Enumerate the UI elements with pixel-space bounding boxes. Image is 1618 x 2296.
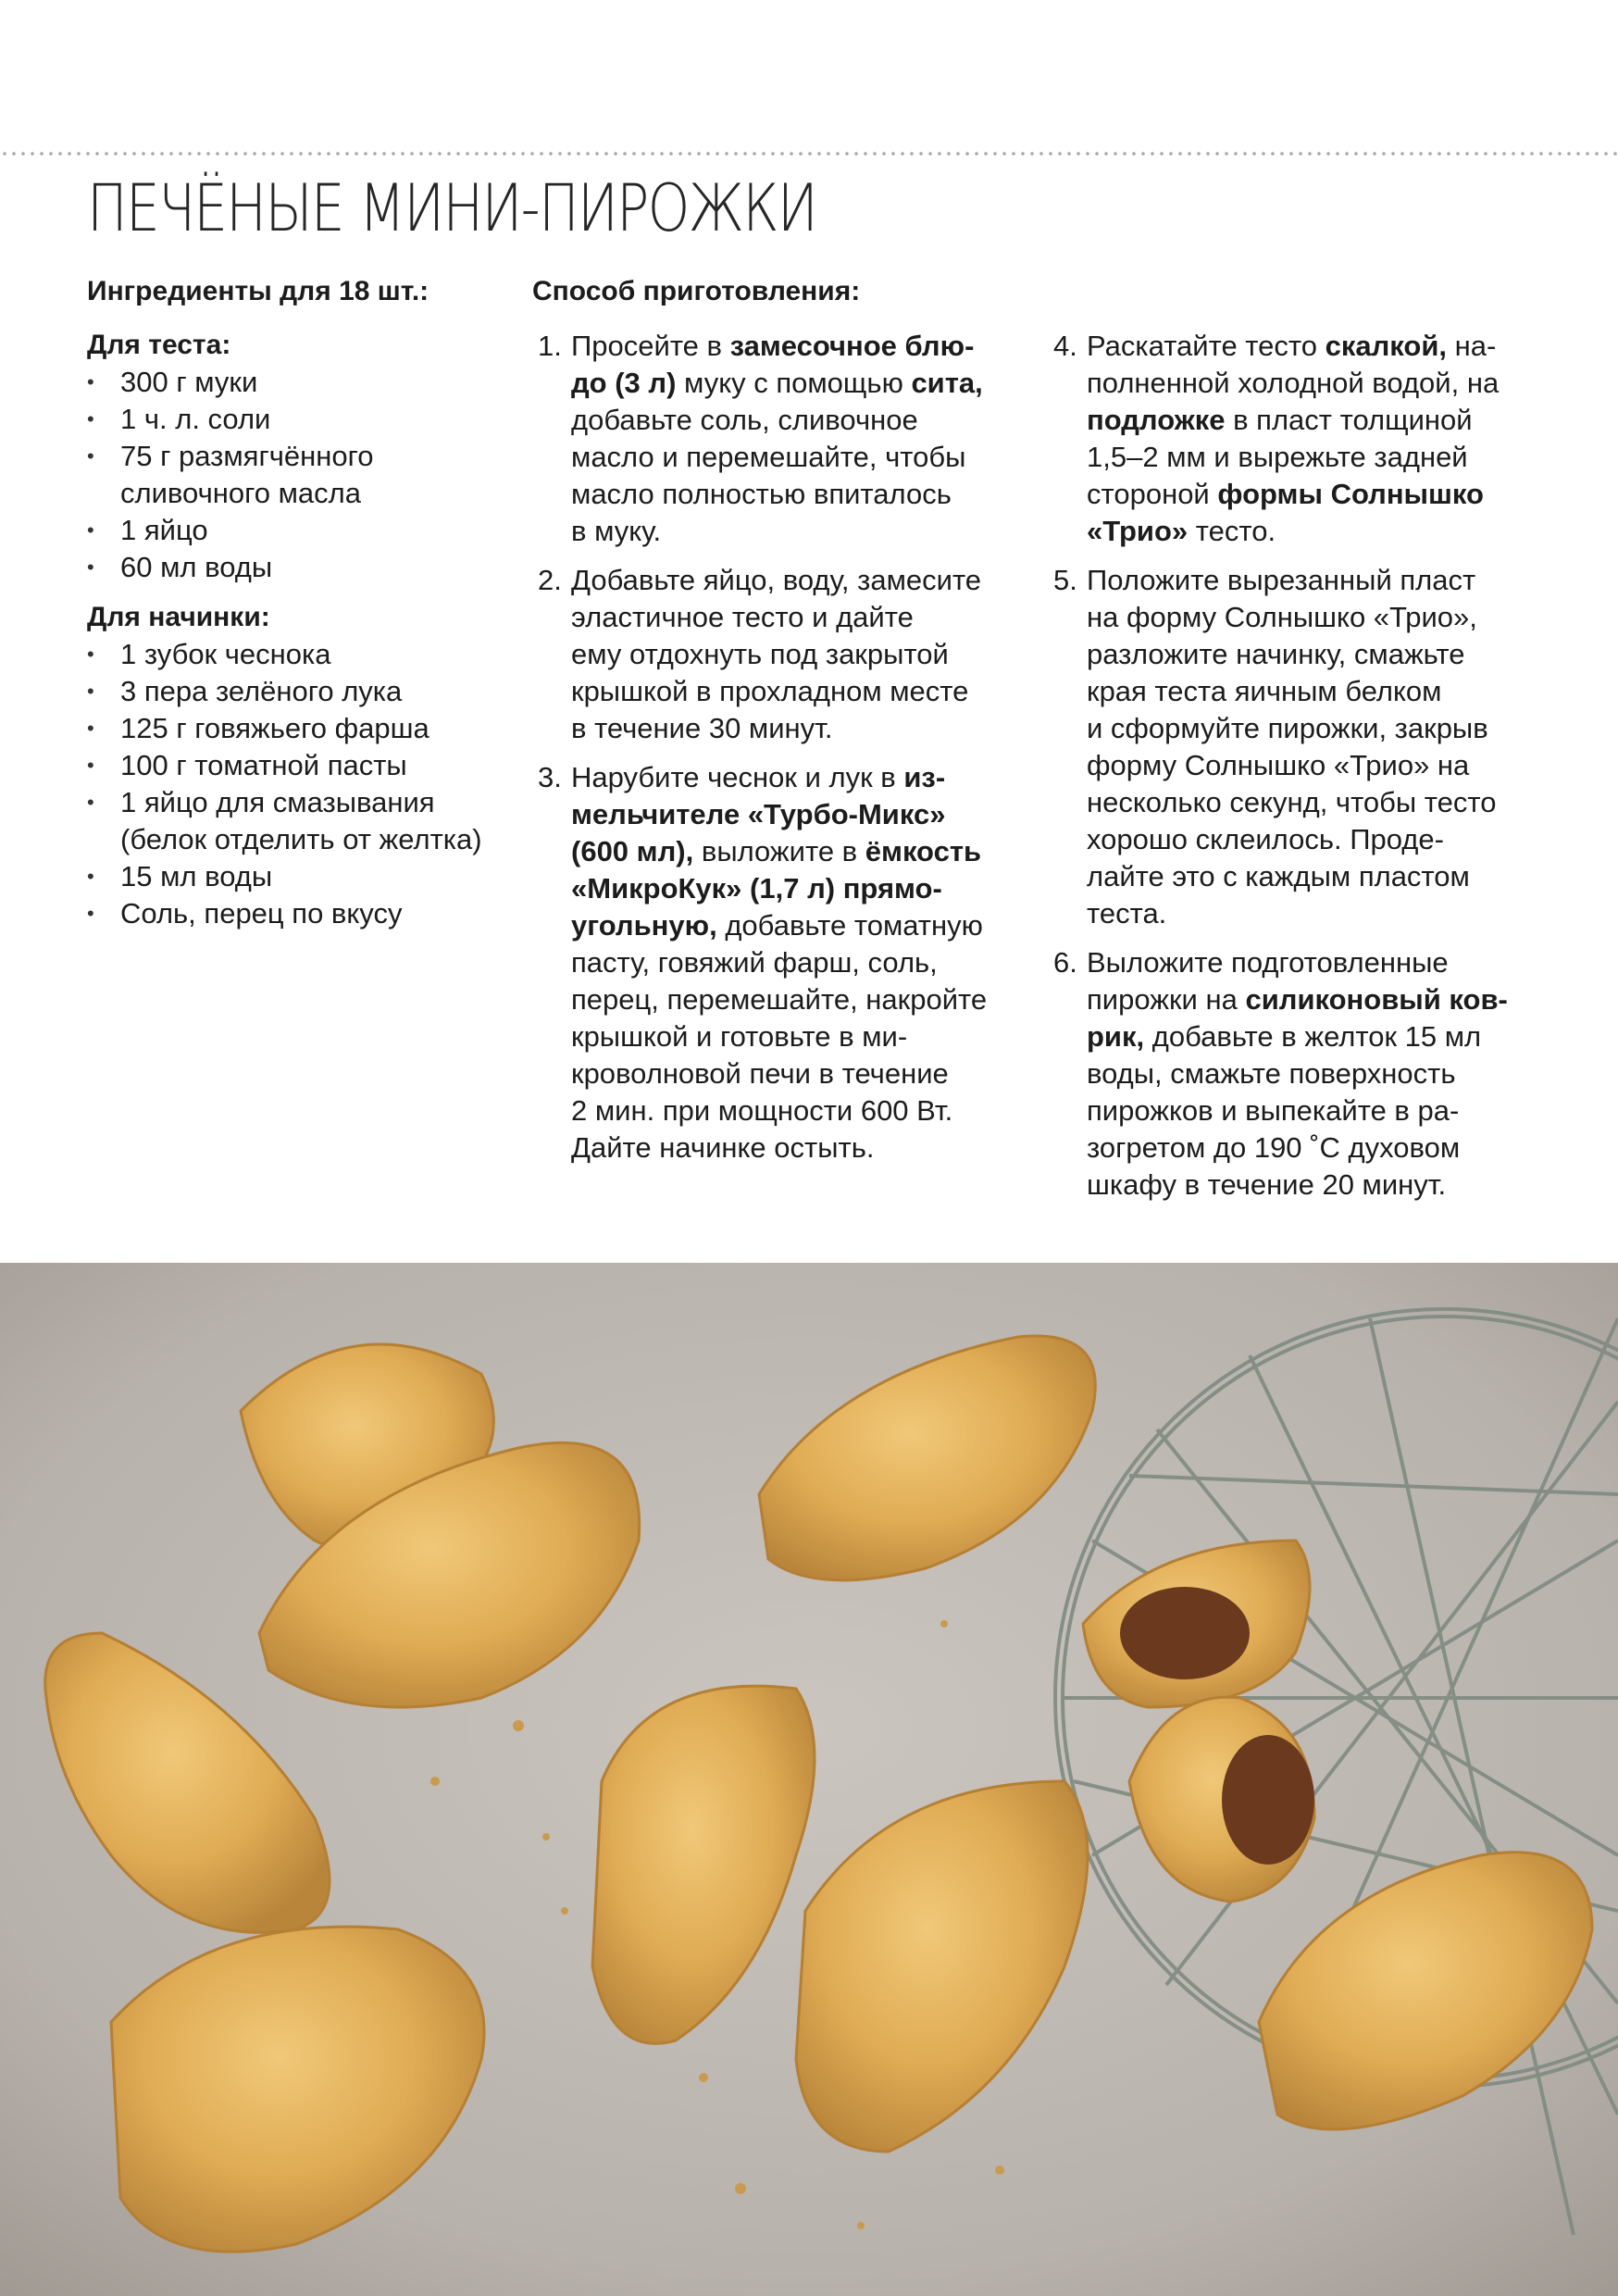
bold-run: «МикроКук» (1,7 л) прямо- (571, 872, 942, 905)
step-line (571, 944, 1032, 981)
list-item: • 1 ч. л. соли (87, 401, 504, 438)
step-line (571, 328, 1032, 365)
text-run: пирожки на (1087, 983, 1246, 1016)
text-run: добавьте в желток 15 мл (1144, 1020, 1482, 1053)
step-number: 2. (538, 564, 562, 596)
text-run: перец, перемешайте, накройте (571, 983, 988, 1016)
text-run: Дайте начинке остыть. (571, 1131, 875, 1164)
method-column-left (532, 273, 1032, 1179)
list-item: • 1 зубок чеснока (87, 636, 504, 673)
step-line (1087, 328, 1543, 365)
bold-run: «Трио» (1087, 515, 1189, 547)
text-run: кроволновой печи в течение (571, 1057, 949, 1090)
text-run: эластичное тесто и дайте (571, 601, 914, 633)
step-text (1087, 328, 1543, 550)
step-line (571, 1129, 1032, 1167)
text-run: крышкой и готовьте в ми- (571, 1020, 908, 1053)
step-text (571, 328, 1032, 550)
step-number: 1. (538, 330, 562, 362)
step-text (1087, 944, 1543, 1204)
step-text (571, 562, 1032, 747)
text-run: стороной (1087, 478, 1218, 510)
list-item: • 75 г размягчённого сливочного масла (87, 438, 504, 512)
text-run: 2 мин. при мощности 600 Вт. (571, 1094, 953, 1127)
text-run: и сформуйте пирожки, закрыв (1087, 712, 1488, 744)
list-item: • 60 мл воды (87, 549, 504, 586)
text-run: теста. (1087, 897, 1167, 930)
step-line (1087, 1092, 1543, 1129)
bold-run: рик, (1087, 1020, 1145, 1053)
list-item: • 100 г томатной пасты (87, 747, 504, 784)
text-run: Нарубите чеснок и лук в (571, 761, 904, 793)
step-line (1087, 747, 1543, 784)
bold-run: силиконовый ков- (1245, 983, 1508, 1016)
text-run: тесто. (1188, 515, 1276, 547)
step-line (571, 476, 1032, 513)
step-number: 6. (1053, 946, 1077, 979)
step-line (1087, 599, 1543, 636)
text-run: лайте это с каждым пластом (1087, 860, 1470, 892)
step-number: 4. (1053, 330, 1077, 362)
step-line (571, 513, 1032, 550)
text-run: ему отдохнуть под закрытой (571, 638, 949, 670)
step-line (1087, 821, 1543, 858)
text-run: добавьте соль, сливочное (571, 404, 918, 436)
step-line (571, 365, 1032, 402)
step-line (1087, 944, 1543, 981)
pastries-illustration (0, 1263, 1618, 2296)
step-line (1087, 476, 1543, 513)
text-run: выложите в (693, 835, 865, 867)
method-heading: Способ приготовления: (532, 276, 861, 306)
step-line (571, 599, 1032, 636)
text-run: хорошо склеилось. Проде- (1087, 823, 1444, 855)
bold-run: ёмкость (865, 835, 982, 867)
text-run: Раскатайте тесто (1087, 330, 1326, 362)
text-run: Просейте в (571, 330, 730, 362)
method-step (1048, 562, 1543, 932)
bold-run: мельчителе «Турбо-Микс» (571, 798, 946, 830)
step-line (1087, 895, 1543, 932)
method-step (532, 328, 1032, 550)
text-run: пирожков и выпекайте в ра- (1087, 1094, 1460, 1127)
step-text (571, 759, 1032, 1167)
step-line (571, 1018, 1032, 1055)
text-run: края теста яичным белком (1087, 675, 1442, 707)
list-item: • 1 яйцо для смазывания (белок отделить от желтка) (87, 784, 504, 858)
bold-run: из- (903, 761, 946, 793)
text-run: зогретом до 190 ˚С духовом (1087, 1131, 1461, 1164)
ingredients-column (87, 273, 504, 932)
step-line (571, 402, 1032, 439)
step-line (571, 907, 1032, 944)
step-line (571, 673, 1032, 710)
bold-run: формы Солнышко (1217, 478, 1484, 510)
bold-run: замесочное блю- (729, 330, 975, 362)
text-run: добавьте томатную (716, 909, 983, 942)
step-line (571, 833, 1032, 870)
step-line (1087, 784, 1543, 821)
step-line (1087, 365, 1543, 402)
text-run: Добавьте яйцо, воду, замесите (571, 564, 982, 596)
step-line (1087, 562, 1543, 599)
text-run: масло полностью впиталось (571, 478, 952, 510)
text-run: шкафу в течение 20 минут. (1087, 1168, 1447, 1201)
step-line (1087, 981, 1543, 1018)
bold-run: угольную, (571, 909, 717, 942)
method-step (1048, 328, 1543, 550)
text-run: Выложите подготовленные (1087, 946, 1449, 979)
step-line (571, 710, 1032, 747)
text-run: Положите вырезанный пласт (1087, 564, 1476, 596)
filling-list (87, 636, 504, 932)
bold-run: сита, (911, 367, 983, 399)
text-run: на- (1447, 330, 1497, 362)
dotted-divider (0, 151, 1618, 156)
text-run: 1,5–2 мм и вырежьте задней (1087, 441, 1468, 473)
step-line (1087, 513, 1543, 550)
step-line (571, 981, 1032, 1018)
list-item: • Соль, перец по вкусу (87, 895, 504, 932)
list-item: • 125 г говяжьего фарша (87, 710, 504, 747)
step-line (1087, 1167, 1543, 1204)
step-line (571, 796, 1032, 833)
text-run: крышкой в прохладном месте (571, 675, 969, 707)
text-run: полненной холодной водой, на (1087, 367, 1500, 399)
step-text (1087, 562, 1543, 932)
bold-run: до (3 л) (571, 367, 677, 399)
text-run: в муку. (571, 515, 662, 547)
text-run: в течение 30 минут. (571, 712, 833, 744)
food-photo (0, 1263, 1618, 2296)
method-step (532, 562, 1032, 747)
step-line (571, 1092, 1032, 1129)
text-run: пасту, говяжий фарш, соль, (571, 946, 938, 979)
step-line (571, 1055, 1032, 1092)
step-line (1087, 1018, 1543, 1055)
method-step (1048, 944, 1543, 1204)
bold-run: подложке (1087, 404, 1226, 436)
list-item: • 3 пера зелёного лука (87, 673, 504, 710)
list-item: • 1 яйцо (87, 512, 504, 549)
list-item: • 15 мл воды (87, 858, 504, 895)
step-line (1087, 858, 1543, 895)
step-line (1087, 1055, 1543, 1092)
step-line (1087, 636, 1543, 673)
text-run: масло и перемешайте, чтобы (571, 441, 966, 473)
text-run: воды, смажьте поверхность (1087, 1057, 1456, 1090)
method-step (532, 759, 1032, 1167)
steps-list-b (1048, 328, 1543, 1204)
step-line (1087, 1129, 1543, 1167)
text-run: форму Солнышко «Трио» на (1087, 749, 1470, 781)
filling-heading: Для начинки: (87, 602, 270, 632)
step-line (571, 636, 1032, 673)
step-line (1087, 402, 1543, 439)
step-line (571, 439, 1032, 476)
text-run: в пласт толщиной (1225, 404, 1473, 436)
step-line (571, 562, 1032, 599)
step-line (1087, 673, 1543, 710)
list-item: • 300 г муки (87, 364, 504, 401)
step-line (1087, 439, 1543, 476)
step-line (571, 870, 1032, 907)
page-title: ПЕЧЁНЫЕ МИНИ-ПИРОЖКИ (87, 170, 817, 246)
text-run: несколько секунд, чтобы тесто (1087, 786, 1497, 818)
step-line (1087, 710, 1543, 747)
step-number: 3. (538, 761, 562, 793)
bold-run: скалкой, (1325, 330, 1448, 362)
step-line (571, 759, 1032, 796)
step-number: 5. (1053, 564, 1077, 596)
steps-list-a (532, 328, 1032, 1167)
method-column-right (1048, 328, 1543, 1216)
bold-run: (600 мл), (571, 835, 694, 867)
dough-list (87, 364, 504, 586)
text-run: муку с помощью (676, 367, 912, 399)
dough-heading: Для теста: (87, 330, 231, 360)
text-run: на форму Солнышко «Трио», (1087, 601, 1477, 633)
text-run: разложите начинку, смажьте (1087, 638, 1465, 670)
ingredients-heading: Ингредиенты для 18 шт.: (87, 276, 429, 306)
